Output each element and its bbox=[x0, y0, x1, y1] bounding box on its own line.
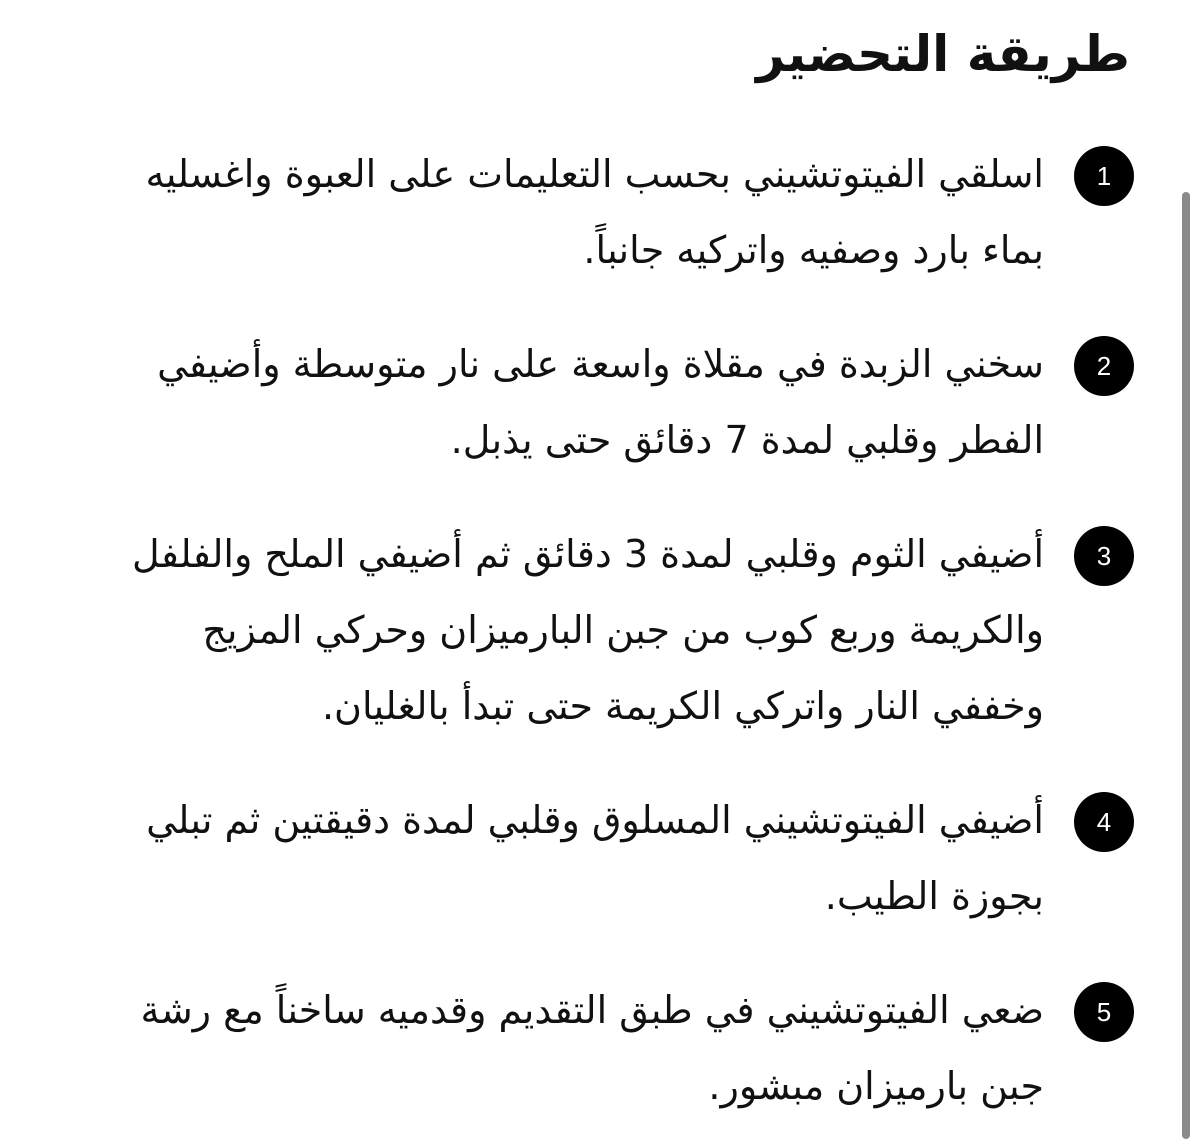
step-number-badge: 4 bbox=[1074, 792, 1134, 852]
step-text: أضيفي الثوم وقلبي لمدة 3 دقائق ثم أضيفي الملح والفلفل والكريمة وربع كوب من جبن البارميزان وحركي المزيج وخففي النار واتركي الكريمة حتى تبدأ بالغليان. bbox=[132, 532, 1044, 728]
step-item bbox=[4, 136, 1134, 288]
step-item bbox=[4, 782, 1134, 934]
step-number-badge: 1 bbox=[1074, 146, 1134, 206]
step-item bbox=[4, 972, 1134, 1124]
step-number-badge: 3 bbox=[1074, 526, 1134, 586]
step-text: سخني الزبدة في مقلاة واسعة على نار متوسطة وأضيفي الفطر وقلبي لمدة 7 دقائق حتى يذبل. bbox=[157, 342, 1044, 462]
step-item bbox=[4, 516, 1134, 744]
step-text: اسلقي الفيتوتشيني بحسب التعليمات على العبوة واغسليه بماء بارد وصفيه واتركيه جانباً. bbox=[145, 152, 1044, 272]
step-number-badge: 2 bbox=[1074, 336, 1134, 396]
section-title: طريقة التحضير bbox=[756, 25, 1130, 83]
step-item bbox=[4, 326, 1134, 478]
step-text: ضعي الفيتوتشيني في طبق التقديم وقدميه ساخناً مع رشة جبن بارميزان مبشور. bbox=[140, 988, 1044, 1108]
scrollbar-thumb[interactable] bbox=[1182, 192, 1190, 1139]
step-number-badge: 5 bbox=[1074, 982, 1134, 1042]
steps-list bbox=[4, 136, 1134, 1139]
step-text: أضيفي الفيتوتشيني المسلوق وقلبي لمدة دقيقتين ثم تبلي بجوزة الطيب. bbox=[146, 798, 1044, 918]
